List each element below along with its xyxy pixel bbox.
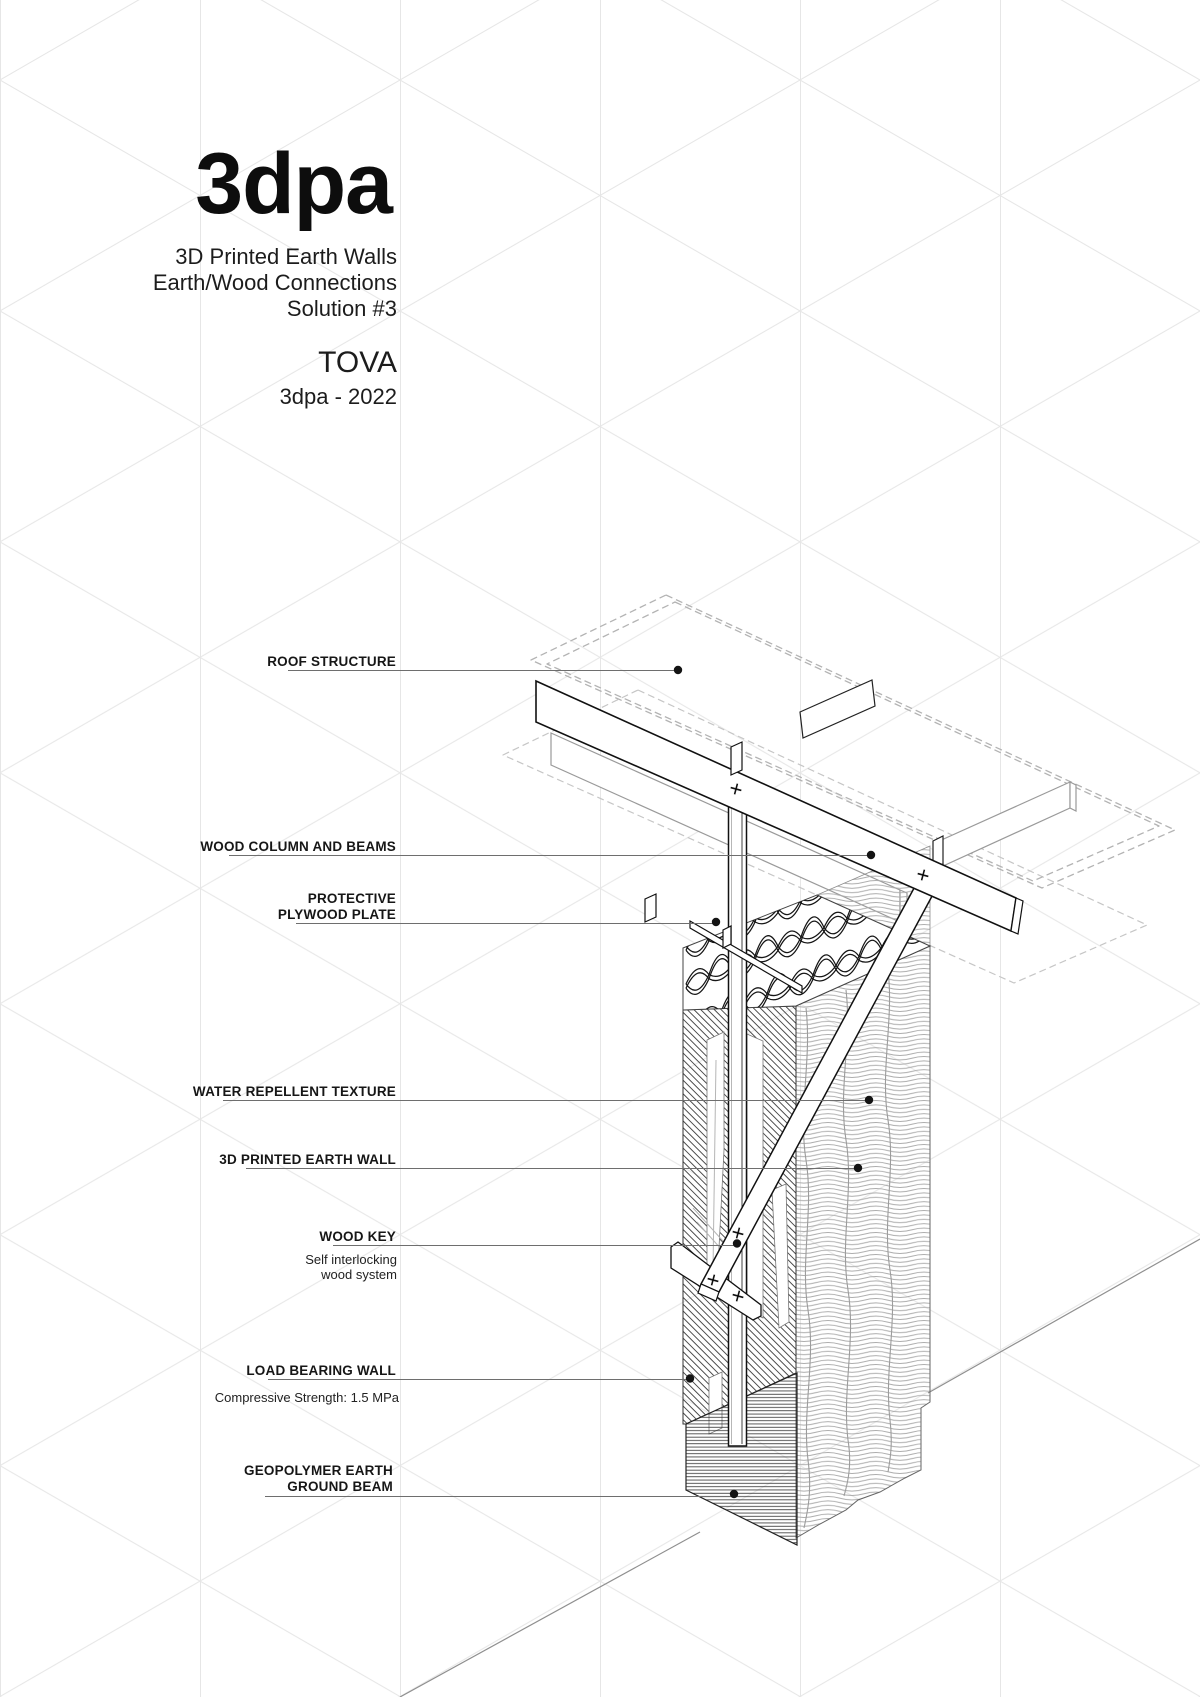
subtitle-line-2: Earth/Wood Connections <box>152 270 397 295</box>
callout-label: 3D PRINTED EARTH WALL <box>219 1152 396 1167</box>
leader-dot <box>686 1374 694 1382</box>
callout-label: GROUND BEAM <box>287 1479 393 1494</box>
wall-texture-face <box>796 946 930 1538</box>
logo-text: 3dpa <box>195 136 392 232</box>
leader-dot <box>733 1239 741 1247</box>
project-name: TOVA <box>318 346 397 379</box>
callout-note: wood system <box>321 1267 397 1282</box>
leader-dot <box>730 1490 738 1498</box>
project-credit: 3dpa - 2022 <box>279 384 397 409</box>
callout-label: PLYWOOD PLATE <box>277 907 396 922</box>
leader-dot <box>854 1164 862 1172</box>
leader-dot <box>865 1096 873 1104</box>
leader-dot <box>674 666 682 674</box>
callout-note: Self interlocking <box>305 1252 397 1267</box>
subtitle-line-1: 3D Printed Earth Walls <box>175 244 397 269</box>
callout-label: PROTECTIVE <box>307 891 396 906</box>
callout-label: WATER REPELLENT TEXTURE <box>192 1084 396 1099</box>
callout-label: WOOD COLUMN AND BEAMS <box>200 839 396 854</box>
callout-label: GEOPOLYMER EARTH <box>244 1463 393 1478</box>
callout-label: WOOD KEY <box>319 1229 396 1244</box>
callout-label: LOAD BEARING WALL <box>246 1363 396 1378</box>
leader-dot <box>867 851 875 859</box>
callout-note: Compressive Strength: 1.5 MPa <box>214 1390 399 1405</box>
wood-column <box>729 806 747 1446</box>
leader-dot <box>712 918 720 926</box>
callout-label: ROOF STRUCTURE <box>267 654 396 669</box>
subtitle-line-3: Solution #3 <box>286 296 397 321</box>
